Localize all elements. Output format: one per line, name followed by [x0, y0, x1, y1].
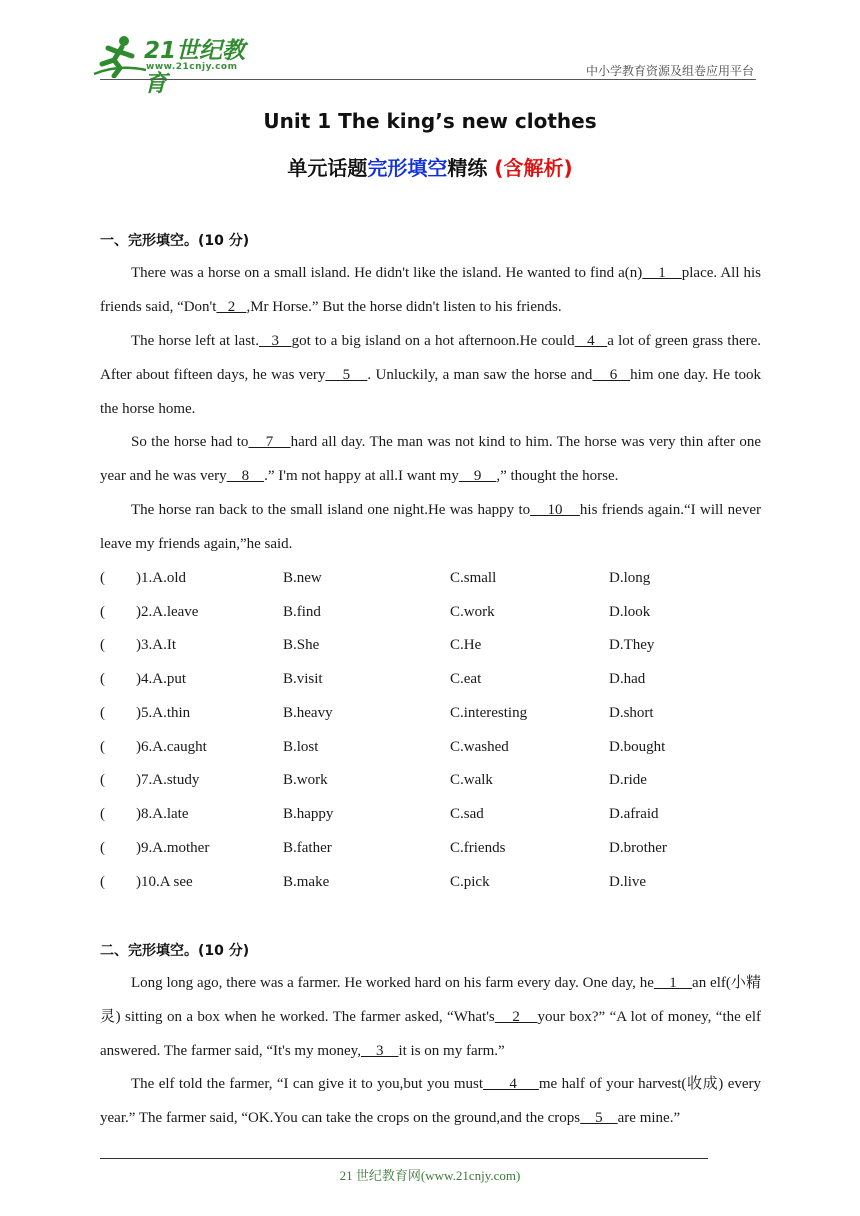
blank-1: 1 — [653, 975, 693, 991]
subtitle-part4: (含解析) — [494, 156, 573, 180]
text: . Unluckily, a man saw the horse and — [367, 367, 593, 383]
answer-paren: ( — [100, 671, 105, 687]
section1-paragraph1 — [100, 256, 761, 324]
option-d: D.short — [609, 705, 654, 721]
text: .” I'm not happy at all.I want my — [264, 468, 459, 484]
option-c: C.small — [450, 570, 497, 586]
option-c: C.washed — [450, 739, 509, 755]
text: his friends again.“I will never leave my friends again,”he said. — [100, 502, 761, 552]
platform-name: 中小学教育资源及组卷应用平台 — [585, 64, 754, 78]
option-a: )2.A.leave — [136, 604, 199, 620]
text: So the horse had to — [131, 434, 249, 450]
blank-3: 3 — [258, 333, 292, 349]
blank-3: 3 — [360, 1043, 399, 1059]
blank-7: 7 — [248, 434, 291, 450]
option-b: B.happy — [283, 806, 334, 822]
option-a: )5.A.thin — [136, 705, 191, 721]
page-footer: 21 世纪教育网(www.21cnjy.com) — [339, 1168, 521, 1183]
section1-paragraph3 — [100, 425, 761, 493]
option-c: C.walk — [450, 772, 493, 788]
option-d: D.live — [609, 874, 647, 890]
answer-paren: ( — [100, 570, 105, 586]
section2-paragraph2 — [100, 1067, 761, 1135]
option-row — [100, 763, 761, 797]
option-d: D.ride — [609, 772, 647, 788]
logo — [92, 34, 262, 97]
page-header — [0, 0, 860, 97]
answer-paren: ( — [100, 637, 105, 653]
text: your box?” “A lot of money, “the elf answered. The farmer said, “It's my money, — [100, 1009, 761, 1059]
option-d: D.look — [609, 604, 651, 620]
option-b: B.work — [283, 772, 328, 788]
text: There was a horse on a small island. He didn't like the island. He wanted to find a(n) — [131, 265, 643, 281]
runner-logo-icon — [92, 34, 148, 78]
blank-9: 9 — [458, 468, 497, 484]
logo-url: www.21cnjy.com — [146, 62, 238, 72]
document-subtitle — [0, 152, 860, 181]
answer-paren: ( — [100, 806, 105, 822]
option-b: B.father — [283, 840, 332, 856]
section1-paragraph2 — [100, 324, 761, 426]
text: ,Mr Horse.” But the horse didn't listen to his friends. — [246, 299, 562, 315]
option-c: C.work — [450, 604, 495, 620]
subtitle-part2: 完形填空 — [367, 156, 448, 180]
answer-paren: ( — [100, 604, 105, 620]
text: it is on my farm.” — [398, 1043, 505, 1059]
logo-text: 21世纪教育 — [144, 38, 246, 97]
text: The horse ran back to the small island one night.He was happy to — [131, 502, 531, 518]
subtitle-part1: 单元话题 — [287, 156, 368, 180]
section2-paragraph1 — [100, 966, 761, 1068]
answer-paren: ( — [100, 705, 105, 721]
blank-4: 4 — [574, 333, 608, 349]
answer-paren: ( — [100, 772, 105, 788]
option-a: )1.A.old — [136, 570, 186, 586]
text: a lot of green grass there. After about fifteen days, he was very — [100, 333, 762, 383]
text: The elf told the farmer, “I can give it to you,but you must — [131, 1076, 484, 1092]
option-d: D.brother — [609, 840, 667, 856]
option-b: B.She — [283, 637, 320, 653]
blank-10: 10 — [530, 502, 580, 518]
text: an elf(小精灵) sitting on a box when he worked. The farmer asked, “What's — [100, 975, 761, 1025]
header-divider — [100, 79, 756, 80]
section1-paragraph4 — [100, 493, 761, 561]
option-b: B.lost — [283, 739, 319, 755]
text: ,” thought the horse. — [496, 468, 619, 484]
option-a: )4.A.put — [136, 671, 186, 687]
option-c: C.eat — [450, 671, 482, 687]
option-d: D.long — [609, 570, 651, 586]
option-a: )6.A.caught — [136, 739, 207, 755]
option-d: D.bought — [609, 739, 666, 755]
section1-heading: 一、完形填空。(10 分) — [100, 233, 250, 249]
option-row — [100, 730, 761, 764]
section2-heading: 二、完形填空。(10 分) — [100, 943, 250, 959]
option-c: C.pick — [450, 874, 490, 890]
option-d: D.They — [609, 637, 655, 653]
text: hard all day. The man was not kind to him. The horse was very thin after one year and he was very — [100, 434, 762, 484]
text: Long long ago, there was a farmer. He worked hard on his farm every day. One day, he — [131, 975, 654, 991]
text: him one day. He took the horse home. — [100, 367, 762, 417]
option-row — [100, 662, 761, 696]
option-c: C.He — [450, 637, 482, 653]
blank-2: 2 — [216, 299, 247, 315]
text: are mine.” — [617, 1110, 681, 1126]
option-c: C.sad — [450, 806, 484, 822]
blank-4: 4 — [483, 1076, 539, 1092]
option-c: C.interesting — [450, 705, 528, 721]
answer-paren: ( — [100, 840, 105, 856]
option-row — [100, 595, 761, 629]
option-row — [100, 865, 761, 899]
subtitle-part3: 精练 — [447, 156, 488, 180]
option-b: B.heavy — [283, 705, 333, 721]
blank-6: 6 — [592, 367, 631, 383]
option-a: )3.A.It — [136, 637, 176, 653]
option-row — [100, 696, 761, 730]
option-c: C.friends — [450, 840, 506, 856]
blank-8: 8 — [226, 468, 265, 484]
text: place. All his friends said, “Don't — [100, 265, 761, 315]
option-a: )9.A.mother — [136, 840, 210, 856]
blank-5: 5 — [325, 367, 368, 383]
answer-paren: ( — [100, 874, 105, 890]
option-b: B.visit — [283, 671, 323, 687]
blank-5: 5 — [580, 1110, 618, 1126]
option-row — [100, 831, 761, 865]
option-a: )10.A see — [136, 874, 193, 890]
option-row — [100, 628, 761, 662]
answer-paren: ( — [100, 739, 105, 755]
option-b: B.new — [283, 570, 322, 586]
blank-2: 2 — [494, 1009, 538, 1025]
blank-1: 1 — [642, 265, 682, 281]
document-title: Unit 1 The king’s new clothes — [263, 109, 597, 133]
option-a: )8.A.late — [136, 806, 189, 822]
text: me half of your harvest(收成) every year.” The farmer said, “OK.You can take the crops on the ground,and the crops — [100, 1076, 762, 1126]
option-d: D.afraid — [609, 806, 659, 822]
text: got to a big island on a hot afternoon.He could — [291, 333, 575, 349]
option-row — [100, 797, 761, 831]
text: The horse left at last. — [131, 333, 259, 349]
option-b: B.make — [283, 874, 330, 890]
footer-divider — [100, 1158, 708, 1159]
option-a: )7.A.study — [136, 772, 200, 788]
option-row — [100, 561, 761, 595]
option-d: D.had — [609, 671, 646, 687]
option-b: B.find — [283, 604, 321, 620]
